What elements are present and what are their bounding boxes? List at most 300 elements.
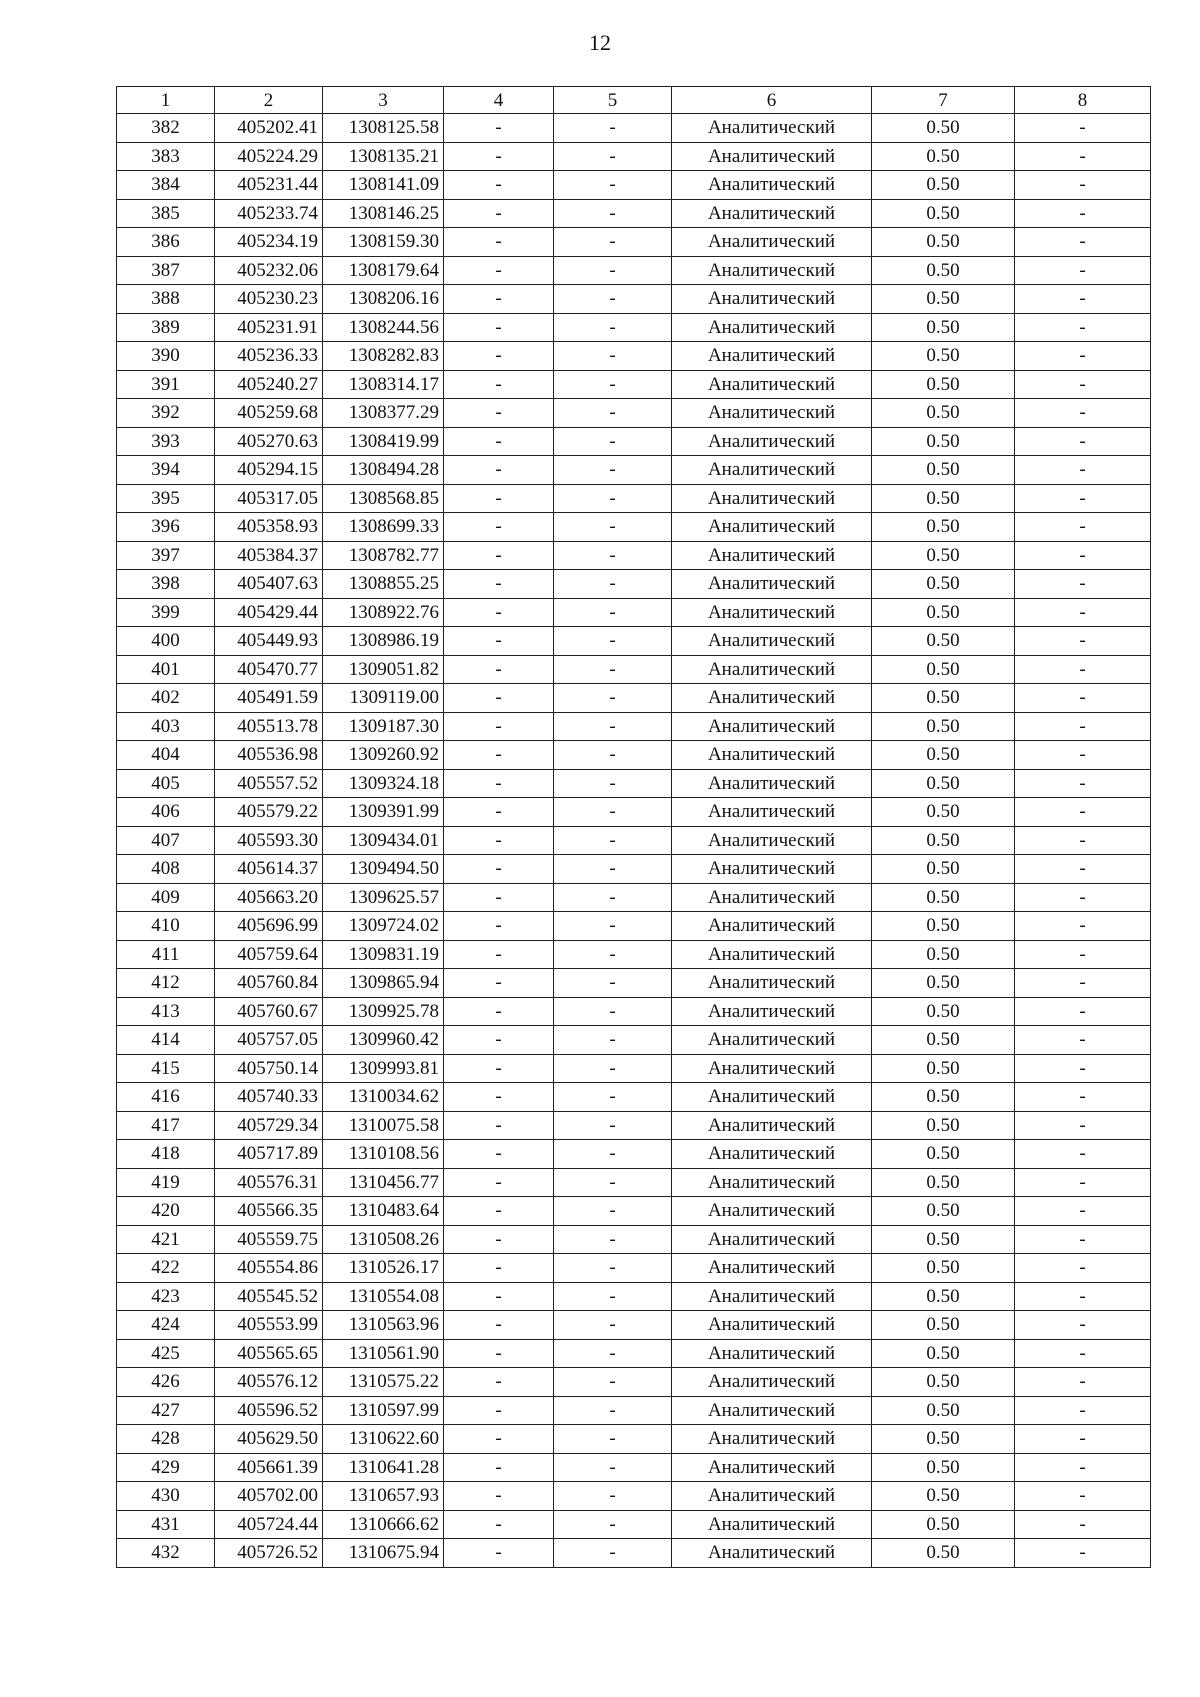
accuracy-value: 0.50 bbox=[872, 171, 1015, 200]
method-value: Аналитический bbox=[672, 1083, 872, 1112]
col-8-value: - bbox=[1015, 1140, 1151, 1169]
point-number: 431 bbox=[117, 1510, 215, 1539]
accuracy-value: 0.50 bbox=[872, 1140, 1015, 1169]
col-8-value: - bbox=[1015, 427, 1151, 456]
method-value: Аналитический bbox=[672, 1282, 872, 1311]
coord-x: 405717.89 bbox=[215, 1140, 323, 1169]
col-5-value: - bbox=[554, 769, 672, 798]
col-5-value: - bbox=[554, 969, 672, 998]
table-row bbox=[117, 769, 1151, 798]
coord-x: 405576.31 bbox=[215, 1168, 323, 1197]
col-5-value: - bbox=[554, 1539, 672, 1568]
table-row bbox=[117, 199, 1151, 228]
point-number: 403 bbox=[117, 712, 215, 741]
coord-y: 1309119.00 bbox=[323, 684, 444, 713]
column-header: 2 bbox=[215, 87, 323, 114]
accuracy-value: 0.50 bbox=[872, 627, 1015, 656]
point-number: 394 bbox=[117, 456, 215, 485]
coord-x: 405696.99 bbox=[215, 912, 323, 941]
col-4-value: - bbox=[444, 1510, 554, 1539]
col-5-value: - bbox=[554, 1083, 672, 1112]
point-number: 404 bbox=[117, 741, 215, 770]
method-value: Аналитический bbox=[672, 684, 872, 713]
coord-y: 1310622.60 bbox=[323, 1425, 444, 1454]
table-row bbox=[117, 427, 1151, 456]
coord-y: 1309260.92 bbox=[323, 741, 444, 770]
coord-x: 405230.23 bbox=[215, 285, 323, 314]
accuracy-value: 0.50 bbox=[872, 1054, 1015, 1083]
method-value: Аналитический bbox=[672, 256, 872, 285]
col-5-value: - bbox=[554, 1339, 672, 1368]
coord-y: 1308377.29 bbox=[323, 399, 444, 428]
accuracy-value: 0.50 bbox=[872, 1225, 1015, 1254]
accuracy-value: 0.50 bbox=[872, 513, 1015, 542]
col-5-value: - bbox=[554, 513, 672, 542]
coord-y: 1308146.25 bbox=[323, 199, 444, 228]
col-5-value: - bbox=[554, 484, 672, 513]
method-value: Аналитический bbox=[672, 1396, 872, 1425]
column-header: 7 bbox=[872, 87, 1015, 114]
point-number: 389 bbox=[117, 313, 215, 342]
coord-y: 1310575.22 bbox=[323, 1368, 444, 1397]
col-5-value: - bbox=[554, 1054, 672, 1083]
point-number: 390 bbox=[117, 342, 215, 371]
accuracy-value: 0.50 bbox=[872, 1539, 1015, 1568]
point-number: 411 bbox=[117, 940, 215, 969]
col-4-value: - bbox=[444, 798, 554, 827]
col-4-value: - bbox=[444, 1111, 554, 1140]
method-value: Аналитический bbox=[672, 997, 872, 1026]
col-4-value: - bbox=[444, 256, 554, 285]
col-8-value: - bbox=[1015, 1026, 1151, 1055]
coord-y: 1310657.93 bbox=[323, 1482, 444, 1511]
accuracy-value: 0.50 bbox=[872, 684, 1015, 713]
coord-x: 405232.06 bbox=[215, 256, 323, 285]
coord-x: 405224.29 bbox=[215, 142, 323, 171]
table-row bbox=[117, 1140, 1151, 1169]
coord-y: 1308419.99 bbox=[323, 427, 444, 456]
accuracy-value: 0.50 bbox=[872, 456, 1015, 485]
col-5-value: - bbox=[554, 171, 672, 200]
table-row bbox=[117, 228, 1151, 257]
coord-x: 405565.65 bbox=[215, 1339, 323, 1368]
col-4-value: - bbox=[444, 1482, 554, 1511]
col-8-value: - bbox=[1015, 1539, 1151, 1568]
col-4-value: - bbox=[444, 285, 554, 314]
col-8-value: - bbox=[1015, 912, 1151, 941]
table-body bbox=[117, 114, 1151, 1568]
coord-y: 1308159.30 bbox=[323, 228, 444, 257]
accuracy-value: 0.50 bbox=[872, 285, 1015, 314]
accuracy-value: 0.50 bbox=[872, 598, 1015, 627]
col-4-value: - bbox=[444, 769, 554, 798]
col-5-value: - bbox=[554, 342, 672, 371]
coord-y: 1309625.57 bbox=[323, 883, 444, 912]
coord-y: 1308141.09 bbox=[323, 171, 444, 200]
table-row bbox=[117, 541, 1151, 570]
point-number: 388 bbox=[117, 285, 215, 314]
accuracy-value: 0.50 bbox=[872, 313, 1015, 342]
method-value: Аналитический bbox=[672, 969, 872, 998]
col-4-value: - bbox=[444, 1054, 554, 1083]
table-row bbox=[117, 1282, 1151, 1311]
point-number: 391 bbox=[117, 370, 215, 399]
col-4-value: - bbox=[444, 570, 554, 599]
col-8-value: - bbox=[1015, 741, 1151, 770]
coord-x: 405593.30 bbox=[215, 826, 323, 855]
coord-x: 405702.00 bbox=[215, 1482, 323, 1511]
coord-y: 1309434.01 bbox=[323, 826, 444, 855]
column-header: 6 bbox=[672, 87, 872, 114]
method-value: Аналитический bbox=[672, 370, 872, 399]
col-5-value: - bbox=[554, 1311, 672, 1340]
col-4-value: - bbox=[444, 114, 554, 143]
table-row bbox=[117, 912, 1151, 941]
method-value: Аналитический bbox=[672, 285, 872, 314]
accuracy-value: 0.50 bbox=[872, 342, 1015, 371]
point-number: 384 bbox=[117, 171, 215, 200]
col-5-value: - bbox=[554, 285, 672, 314]
coord-x: 405760.67 bbox=[215, 997, 323, 1026]
col-5-value: - bbox=[554, 997, 672, 1026]
coord-x: 405536.98 bbox=[215, 741, 323, 770]
coord-x: 405231.91 bbox=[215, 313, 323, 342]
col-4-value: - bbox=[444, 940, 554, 969]
coord-y: 1308135.21 bbox=[323, 142, 444, 171]
col-8-value: - bbox=[1015, 655, 1151, 684]
accuracy-value: 0.50 bbox=[872, 256, 1015, 285]
coord-y: 1309724.02 bbox=[323, 912, 444, 941]
col-4-value: - bbox=[444, 1254, 554, 1283]
col-5-value: - bbox=[554, 256, 672, 285]
col-8-value: - bbox=[1015, 1482, 1151, 1511]
point-number: 416 bbox=[117, 1083, 215, 1112]
point-number: 422 bbox=[117, 1254, 215, 1283]
col-8-value: - bbox=[1015, 513, 1151, 542]
accuracy-value: 0.50 bbox=[872, 570, 1015, 599]
table-row bbox=[117, 1396, 1151, 1425]
coord-x: 405750.14 bbox=[215, 1054, 323, 1083]
table-row bbox=[117, 940, 1151, 969]
col-8-value: - bbox=[1015, 1225, 1151, 1254]
point-number: 421 bbox=[117, 1225, 215, 1254]
coord-x: 405663.20 bbox=[215, 883, 323, 912]
coord-x: 405231.44 bbox=[215, 171, 323, 200]
table-row bbox=[117, 513, 1151, 542]
method-value: Аналитический bbox=[672, 1510, 872, 1539]
coord-x: 405233.74 bbox=[215, 199, 323, 228]
point-number: 398 bbox=[117, 570, 215, 599]
col-5-value: - bbox=[554, 1026, 672, 1055]
point-number: 402 bbox=[117, 684, 215, 713]
col-4-value: - bbox=[444, 1140, 554, 1169]
coord-y: 1309187.30 bbox=[323, 712, 444, 741]
coord-x: 405760.84 bbox=[215, 969, 323, 998]
col-8-value: - bbox=[1015, 969, 1151, 998]
col-4-value: - bbox=[444, 741, 554, 770]
table-row bbox=[117, 826, 1151, 855]
col-8-value: - bbox=[1015, 570, 1151, 599]
col-4-value: - bbox=[444, 712, 554, 741]
point-number: 386 bbox=[117, 228, 215, 257]
accuracy-value: 0.50 bbox=[872, 1482, 1015, 1511]
col-8-value: - bbox=[1015, 598, 1151, 627]
col-4-value: - bbox=[444, 684, 554, 713]
table-row bbox=[117, 855, 1151, 884]
coord-y: 1308314.17 bbox=[323, 370, 444, 399]
method-value: Аналитический bbox=[672, 1111, 872, 1140]
coord-y: 1310641.28 bbox=[323, 1453, 444, 1482]
table-row bbox=[117, 313, 1151, 342]
accuracy-value: 0.50 bbox=[872, 1311, 1015, 1340]
coordinates-table bbox=[116, 86, 1151, 1568]
point-number: 412 bbox=[117, 969, 215, 998]
col-8-value: - bbox=[1015, 541, 1151, 570]
coord-y: 1309051.82 bbox=[323, 655, 444, 684]
col-8-value: - bbox=[1015, 370, 1151, 399]
col-5-value: - bbox=[554, 1111, 672, 1140]
method-value: Аналитический bbox=[672, 1225, 872, 1254]
method-value: Аналитический bbox=[672, 114, 872, 143]
method-value: Аналитический bbox=[672, 1026, 872, 1055]
point-number: 401 bbox=[117, 655, 215, 684]
accuracy-value: 0.50 bbox=[872, 655, 1015, 684]
col-8-value: - bbox=[1015, 342, 1151, 371]
method-value: Аналитический bbox=[672, 1368, 872, 1397]
method-value: Аналитический bbox=[672, 313, 872, 342]
col-8-value: - bbox=[1015, 114, 1151, 143]
col-8-value: - bbox=[1015, 1311, 1151, 1340]
col-5-value: - bbox=[554, 199, 672, 228]
method-value: Аналитический bbox=[672, 1168, 872, 1197]
table-row bbox=[117, 997, 1151, 1026]
table-row bbox=[117, 627, 1151, 656]
coord-y: 1310526.17 bbox=[323, 1254, 444, 1283]
coord-x: 405553.99 bbox=[215, 1311, 323, 1340]
accuracy-value: 0.50 bbox=[872, 427, 1015, 456]
coord-x: 405545.52 bbox=[215, 1282, 323, 1311]
coord-y: 1309324.18 bbox=[323, 769, 444, 798]
table-row bbox=[117, 171, 1151, 200]
accuracy-value: 0.50 bbox=[872, 1368, 1015, 1397]
col-8-value: - bbox=[1015, 1396, 1151, 1425]
method-value: Аналитический bbox=[672, 427, 872, 456]
point-number: 419 bbox=[117, 1168, 215, 1197]
col-5-value: - bbox=[554, 1225, 672, 1254]
col-4-value: - bbox=[444, 484, 554, 513]
accuracy-value: 0.50 bbox=[872, 1510, 1015, 1539]
coord-y: 1309391.99 bbox=[323, 798, 444, 827]
col-5-value: - bbox=[554, 1482, 672, 1511]
point-number: 410 bbox=[117, 912, 215, 941]
coord-x: 405557.52 bbox=[215, 769, 323, 798]
accuracy-value: 0.50 bbox=[872, 228, 1015, 257]
point-number: 382 bbox=[117, 114, 215, 143]
table-row bbox=[117, 1168, 1151, 1197]
col-5-value: - bbox=[554, 855, 672, 884]
accuracy-value: 0.50 bbox=[872, 883, 1015, 912]
method-value: Аналитический bbox=[672, 741, 872, 770]
method-value: Аналитический bbox=[672, 1453, 872, 1482]
col-4-value: - bbox=[444, 1339, 554, 1368]
col-8-value: - bbox=[1015, 1282, 1151, 1311]
accuracy-value: 0.50 bbox=[872, 1083, 1015, 1112]
accuracy-value: 0.50 bbox=[872, 912, 1015, 941]
col-8-value: - bbox=[1015, 1339, 1151, 1368]
col-5-value: - bbox=[554, 456, 672, 485]
column-header: 4 bbox=[444, 87, 554, 114]
coord-x: 405270.63 bbox=[215, 427, 323, 456]
method-value: Аналитический bbox=[672, 1425, 872, 1454]
col-5-value: - bbox=[554, 712, 672, 741]
method-value: Аналитический bbox=[672, 171, 872, 200]
col-4-value: - bbox=[444, 399, 554, 428]
point-number: 413 bbox=[117, 997, 215, 1026]
col-8-value: - bbox=[1015, 798, 1151, 827]
method-value: Аналитический bbox=[672, 855, 872, 884]
point-number: 396 bbox=[117, 513, 215, 542]
method-value: Аналитический bbox=[672, 513, 872, 542]
accuracy-value: 0.50 bbox=[872, 484, 1015, 513]
coord-x: 405729.34 bbox=[215, 1111, 323, 1140]
coord-y: 1309993.81 bbox=[323, 1054, 444, 1083]
method-value: Аналитический bbox=[672, 712, 872, 741]
method-value: Аналитический bbox=[672, 142, 872, 171]
col-5-value: - bbox=[554, 826, 672, 855]
coord-x: 405554.86 bbox=[215, 1254, 323, 1283]
col-4-value: - bbox=[444, 171, 554, 200]
table-row bbox=[117, 114, 1151, 143]
column-header: 8 bbox=[1015, 87, 1151, 114]
point-number: 392 bbox=[117, 399, 215, 428]
col-4-value: - bbox=[444, 1197, 554, 1226]
point-number: 425 bbox=[117, 1339, 215, 1368]
point-number: 408 bbox=[117, 855, 215, 884]
col-5-value: - bbox=[554, 1282, 672, 1311]
coord-y: 1308922.76 bbox=[323, 598, 444, 627]
method-value: Аналитический bbox=[672, 1197, 872, 1226]
method-value: Аналитический bbox=[672, 484, 872, 513]
coord-x: 405614.37 bbox=[215, 855, 323, 884]
point-number: 385 bbox=[117, 199, 215, 228]
col-8-value: - bbox=[1015, 769, 1151, 798]
col-4-value: - bbox=[444, 1026, 554, 1055]
accuracy-value: 0.50 bbox=[872, 712, 1015, 741]
method-value: Аналитический bbox=[672, 1140, 872, 1169]
coord-x: 405757.05 bbox=[215, 1026, 323, 1055]
col-5-value: - bbox=[554, 598, 672, 627]
col-4-value: - bbox=[444, 228, 554, 257]
accuracy-value: 0.50 bbox=[872, 1111, 1015, 1140]
accuracy-value: 0.50 bbox=[872, 142, 1015, 171]
coord-x: 405596.52 bbox=[215, 1396, 323, 1425]
coord-x: 405358.93 bbox=[215, 513, 323, 542]
method-value: Аналитический bbox=[672, 627, 872, 656]
coord-x: 405240.27 bbox=[215, 370, 323, 399]
accuracy-value: 0.50 bbox=[872, 1197, 1015, 1226]
col-4-value: - bbox=[444, 598, 554, 627]
point-number: 415 bbox=[117, 1054, 215, 1083]
table-row bbox=[117, 1197, 1151, 1226]
col-5-value: - bbox=[554, 399, 672, 428]
coord-x: 405740.33 bbox=[215, 1083, 323, 1112]
table-row bbox=[117, 1425, 1151, 1454]
col-5-value: - bbox=[554, 1168, 672, 1197]
accuracy-value: 0.50 bbox=[872, 1168, 1015, 1197]
coord-x: 405629.50 bbox=[215, 1425, 323, 1454]
method-value: Аналитический bbox=[672, 598, 872, 627]
accuracy-value: 0.50 bbox=[872, 940, 1015, 969]
col-8-value: - bbox=[1015, 684, 1151, 713]
col-4-value: - bbox=[444, 855, 554, 884]
coord-x: 405661.39 bbox=[215, 1453, 323, 1482]
col-4-value: - bbox=[444, 1225, 554, 1254]
method-value: Аналитический bbox=[672, 456, 872, 485]
table-row bbox=[117, 1453, 1151, 1482]
point-number: 426 bbox=[117, 1368, 215, 1397]
table-header bbox=[117, 87, 1151, 114]
coord-x: 405759.64 bbox=[215, 940, 323, 969]
col-4-value: - bbox=[444, 655, 554, 684]
col-5-value: - bbox=[554, 570, 672, 599]
header-row bbox=[117, 87, 1151, 114]
coord-y: 1310597.99 bbox=[323, 1396, 444, 1425]
table-row bbox=[117, 456, 1151, 485]
col-5-value: - bbox=[554, 1453, 672, 1482]
accuracy-value: 0.50 bbox=[872, 370, 1015, 399]
point-number: 429 bbox=[117, 1453, 215, 1482]
col-4-value: - bbox=[444, 1168, 554, 1197]
table-row bbox=[117, 399, 1151, 428]
col-4-value: - bbox=[444, 1368, 554, 1397]
accuracy-value: 0.50 bbox=[872, 1396, 1015, 1425]
table-row bbox=[117, 655, 1151, 684]
col-5-value: - bbox=[554, 912, 672, 941]
coord-y: 1310108.56 bbox=[323, 1140, 444, 1169]
method-value: Аналитический bbox=[672, 199, 872, 228]
point-number: 387 bbox=[117, 256, 215, 285]
point-number: 383 bbox=[117, 142, 215, 171]
method-value: Аналитический bbox=[672, 541, 872, 570]
col-4-value: - bbox=[444, 541, 554, 570]
point-number: 399 bbox=[117, 598, 215, 627]
method-value: Аналитический bbox=[672, 1054, 872, 1083]
coord-y: 1308206.16 bbox=[323, 285, 444, 314]
coord-y: 1309494.50 bbox=[323, 855, 444, 884]
method-value: Аналитический bbox=[672, 655, 872, 684]
col-5-value: - bbox=[554, 655, 672, 684]
method-value: Аналитический bbox=[672, 342, 872, 371]
table-row bbox=[117, 1111, 1151, 1140]
table-row bbox=[117, 1311, 1151, 1340]
col-8-value: - bbox=[1015, 1168, 1151, 1197]
point-number: 395 bbox=[117, 484, 215, 513]
coord-x: 405202.41 bbox=[215, 114, 323, 143]
coord-x: 405513.78 bbox=[215, 712, 323, 741]
table-row bbox=[117, 1026, 1151, 1055]
coord-y: 1308494.28 bbox=[323, 456, 444, 485]
coord-x: 405259.68 bbox=[215, 399, 323, 428]
accuracy-value: 0.50 bbox=[872, 1282, 1015, 1311]
col-5-value: - bbox=[554, 1425, 672, 1454]
table-row bbox=[117, 712, 1151, 741]
method-value: Аналитический bbox=[672, 1254, 872, 1283]
col-4-value: - bbox=[444, 1282, 554, 1311]
col-5-value: - bbox=[554, 1197, 672, 1226]
coord-y: 1308568.85 bbox=[323, 484, 444, 513]
coord-x: 405726.52 bbox=[215, 1539, 323, 1568]
col-4-value: - bbox=[444, 912, 554, 941]
